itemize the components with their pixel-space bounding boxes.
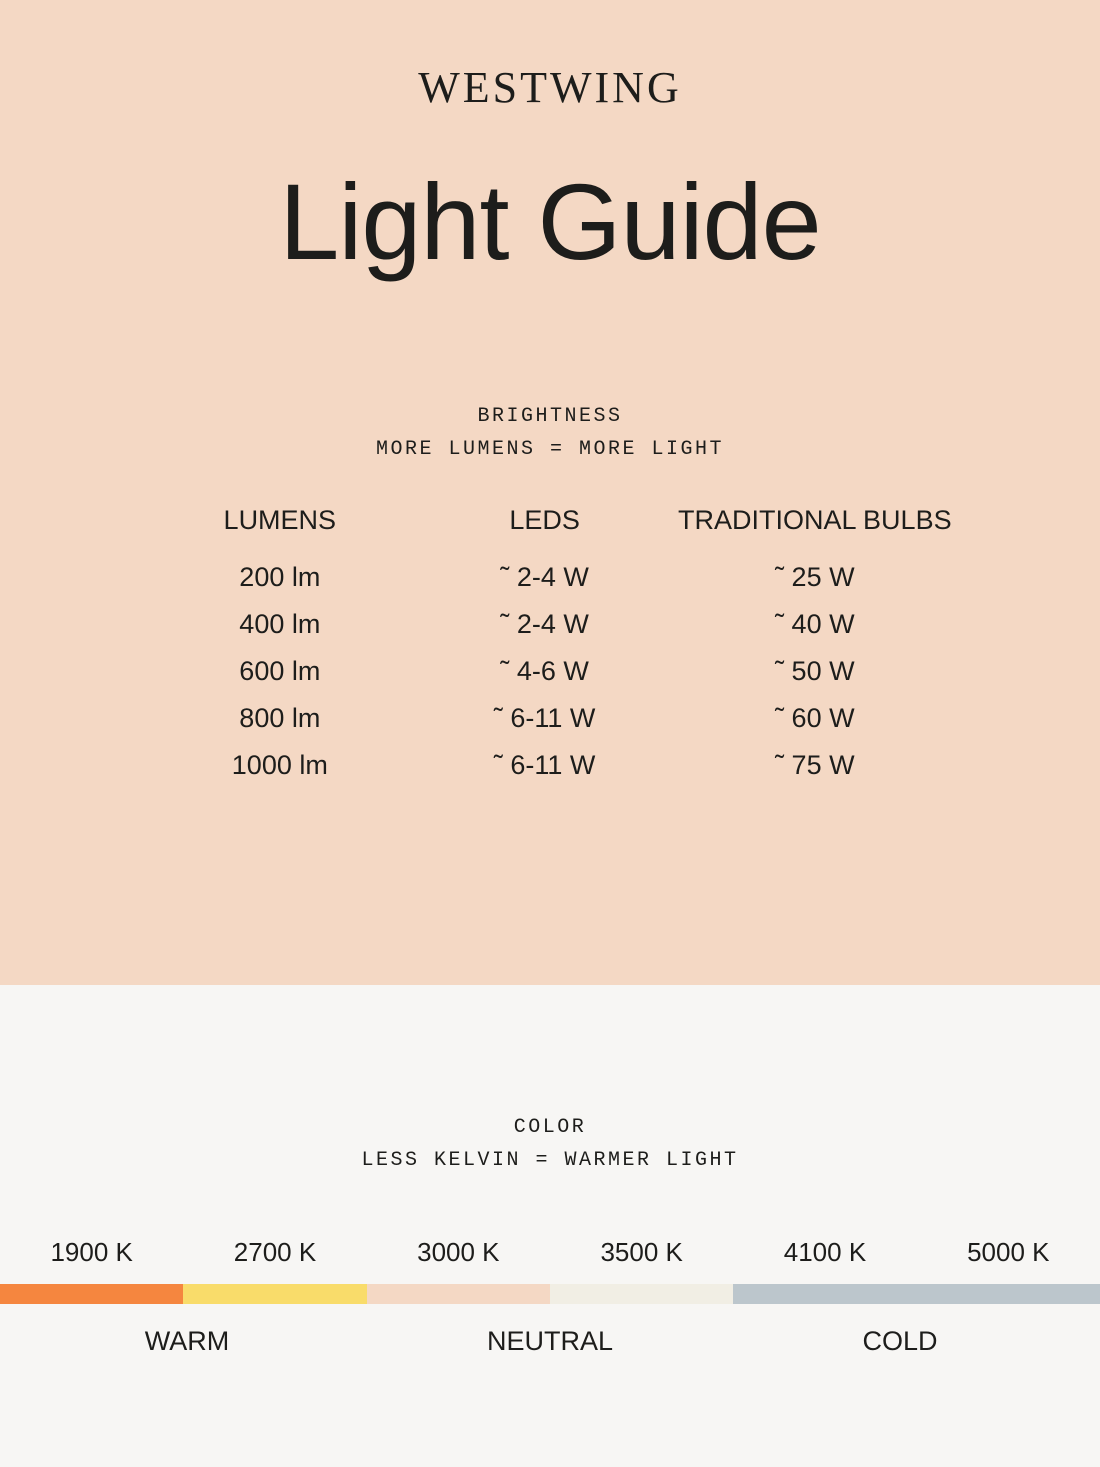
brightness-heading-line1: BRIGHTNESS [477, 405, 623, 429]
kelvin-swatch [0, 1284, 183, 1304]
cell-traditional: ˜ 25 W [775, 562, 855, 593]
cell-traditional: ˜ 40 W [775, 609, 855, 640]
table-row [130, 648, 970, 695]
cell-leds: ˜ 2-4 W [500, 562, 589, 593]
kelvin-swatch [733, 1284, 916, 1304]
kelvin-label: 3500 K [600, 1237, 683, 1267]
cell-lumens: 400 lm [239, 609, 321, 640]
column-header-leds: LEDS [509, 505, 580, 536]
kelvin-label: 1900 K [50, 1237, 133, 1267]
cell-lumens: 200 lm [239, 562, 321, 593]
cell-traditional: ˜ 60 W [775, 703, 855, 734]
color-heading-line2: LESS KELVIN = WARMER LIGHT [361, 1149, 739, 1172]
cell-leds: ˜ 6-11 W [493, 703, 596, 734]
kelvin-scale-labels [0, 1237, 1100, 1284]
table-row [130, 554, 970, 601]
temperature-label-warm: WARM [144, 1326, 230, 1356]
table-row [130, 601, 970, 648]
table-row [130, 742, 970, 789]
kelvin-label: 4100 K [783, 1237, 867, 1267]
color-section [0, 985, 1100, 1467]
kelvin-color-bar [0, 1284, 1100, 1304]
temperature-labels [0, 1304, 1100, 1364]
kelvin-swatch [917, 1284, 1100, 1304]
column-header-traditional-bulbs: TRADITIONAL BULBS [678, 505, 952, 536]
cell-leds: ˜ 6-11 W [493, 750, 596, 781]
kelvin-label: 5000 K [967, 1237, 1050, 1267]
kelvin-label: 2700 K [233, 1237, 317, 1267]
temperature-label-cold: COLD [862, 1326, 938, 1356]
brightness-heading-block [0, 400, 1100, 466]
color-heading [0, 1111, 1100, 1177]
cell-leds: ˜ 2-4 W [500, 609, 589, 640]
brightness-heading [0, 400, 1100, 466]
table-row [130, 695, 970, 742]
kelvin-swatch [550, 1284, 733, 1304]
cell-lumens: 600 lm [239, 656, 321, 687]
brand-wordmark: WESTWING [418, 63, 682, 112]
color-heading-line1: COLOR [513, 1116, 587, 1139]
table-header-row [130, 504, 970, 554]
cell-lumens: 800 lm [239, 703, 321, 734]
column-header-lumens: LUMENS [223, 505, 337, 536]
lumens-table [130, 504, 970, 789]
cell-leds: ˜ 4-6 W [500, 656, 589, 687]
cell-traditional: ˜ 50 W [775, 656, 855, 687]
page-title: Light Guide [279, 161, 821, 282]
temperature-label-neutral: NEUTRAL [486, 1326, 614, 1356]
kelvin-swatch [367, 1284, 550, 1304]
cell-lumens: 1000 lm [231, 750, 328, 781]
cell-traditional: ˜ 75 W [775, 750, 855, 781]
brightness-heading-line2: MORE LUMENS = MORE LIGHT [375, 438, 725, 462]
kelvin-swatch [183, 1284, 366, 1304]
kelvin-label: 3000 K [417, 1237, 500, 1267]
color-heading-block [0, 985, 1100, 1177]
